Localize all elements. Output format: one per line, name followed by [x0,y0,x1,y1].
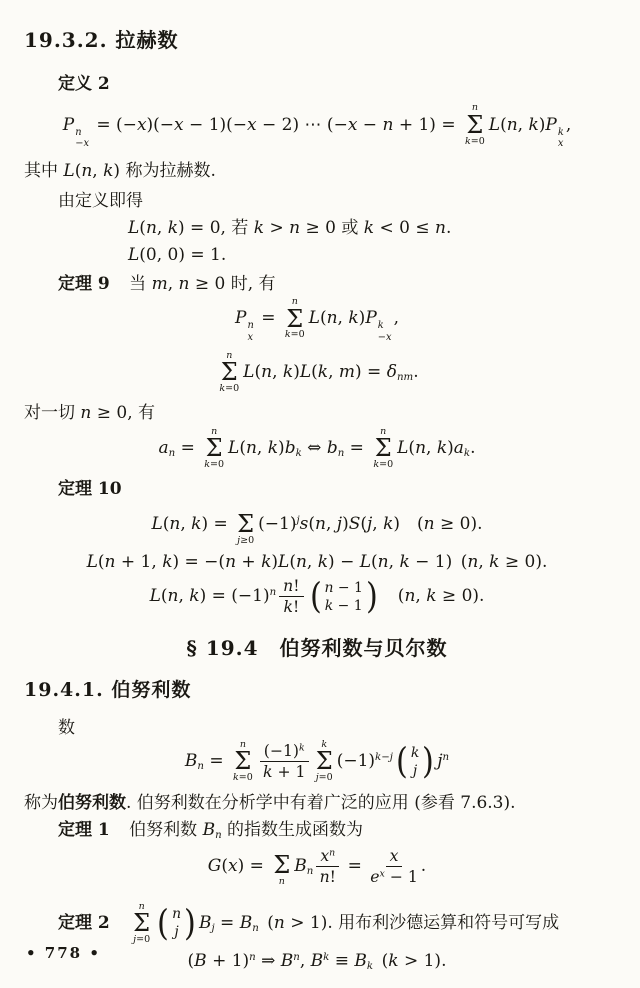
section-19-3-2-heading: 19.3.2. 拉赫数 [24,28,179,52]
theorem-9-label: 定理 9 [58,273,110,294]
lah-definition-formula: P n −x = (−x)(−x − 1)(−x − 2) ⋯ (−x − n + 1) = n Σ k=0 L(n, k)P k x , [62,102,572,150]
theorem-10-formula-2: L(n + 1, k) = −(n + k)L(n, k) − L(n, k − 1) (n, k ≥ 0). [86,552,548,573]
lah-one-equation-line [128,244,610,266]
number-intro-text: 数 [58,718,75,739]
theorem-9-formula-1: P n x = n Σ k=0 L(n, k)P k −x , [235,296,399,343]
definition-2-label: 定义 2 [58,74,110,94]
section-19-4-heading: § 19.4 伯努利数与贝尔数 [186,636,448,661]
bernoulli-called-prefix: 称为 [24,792,58,813]
egf-formula: G(x) = Σ n $B_n$ $\frac{x^n}{n!}$ = $\frac{x}{e^x - 1}$ . [207,845,427,888]
bernoulli-called-line [24,792,610,814]
lah-where-text: 其中 L(n, k) 称为拉赫数. [24,160,216,181]
bernoulli-called-bold: 伯努利数 [58,792,126,813]
theorem-1-line [58,819,610,841]
theorem-10-label: 定理 10 [58,479,122,500]
page-number: • 778 • [26,944,101,962]
bernoulli-number-formula: $B_n$ = n Σ k=0 $\frac{(-1)^k}{k + 1}$ k Σ j=0 $(-1)^{k-j}$ ( k j ) $j^n$ [184,738,450,784]
lah-inversion-formula: $a_n$ = n Σ k=0 L(n, $k)b_k$ ⇔ $b_n$ = n Σ k=0 L(n, $k)a_k$. [158,425,476,470]
from-definition-text: 由定义即得 [58,191,143,212]
theorem-9-condition: 当 m, n ≥ 0 时, 有 [129,273,276,294]
theorem-1-text: 伯努利数 $B_n$ 的指数生成函数为 [129,819,364,842]
bernoulli-number-formula-line [24,740,610,784]
theorem-9-line [58,273,610,295]
theorem-10-formula-1: L(n, k) = Σ j≥0 $(-1)^js(n$, j)S(j, k) (n ≥ 0). [151,509,483,546]
egf-formula-line [24,844,610,887]
from-definition-line [58,190,610,212]
for-all-n-text: 对一切 n ≥ 0, 有 [24,403,156,424]
theorem-9-formula-1-line [24,297,610,344]
theorem-10-line [58,478,610,500]
lah-zero-equation-line [128,217,610,239]
definition-2-label-line [58,73,610,95]
lah-one-equation: L(0, 0) = 1. [128,245,227,266]
lah-zero-equation: L(n, k) = 0, 若 k > n ≥ 0 或 k < 0 ≤ n. [128,217,452,238]
blissard-formula: $(B + 1)^n$ ⇒ $B^n$, $B^k \equiv B_k$ (k > 1). [187,951,447,973]
theorem-10-formula-3: L(n, $k) = (-1)^n$ $\frac{n!}{k!}$ ( n − 1 k − 1 ) (n, k ≥ 0). [149,576,485,618]
theorem-2-label: 定理 2 [58,912,110,933]
theorem-10-formula-3-line [24,577,610,616]
lah-where-line [24,160,610,182]
lah-inversion-formula-line [24,427,610,471]
theorem-9-formula-2-line [24,351,610,395]
theorem-2-line [58,902,610,946]
for-all-n-line [24,402,610,424]
theorem-9-formula-2: n Σ k=0 L(n, k)L(k, $m) = \delta_{nm}$. [219,349,419,394]
theorem-10-formula-1-line [24,503,610,546]
subsection-19-4-1-heading: 19.4.1. 伯努利数 [24,679,192,702]
bernoulli-called-rest: . 伯努利数在分析学中有着广泛的应用 (参看 7.6.3). [126,792,516,813]
theorem-10-formula-2-line [24,552,610,572]
blissard-formula-line [24,951,610,971]
number-intro-line [58,717,610,739]
theorem-1-label: 定理 1 [58,819,110,840]
theorem-2-text: n Σ j=0 ( n j ) $B_j = B_n$ (n > 1). 用布利沙德运算和符号可写成 [133,900,560,945]
lah-definition-formula-line [24,103,610,150]
